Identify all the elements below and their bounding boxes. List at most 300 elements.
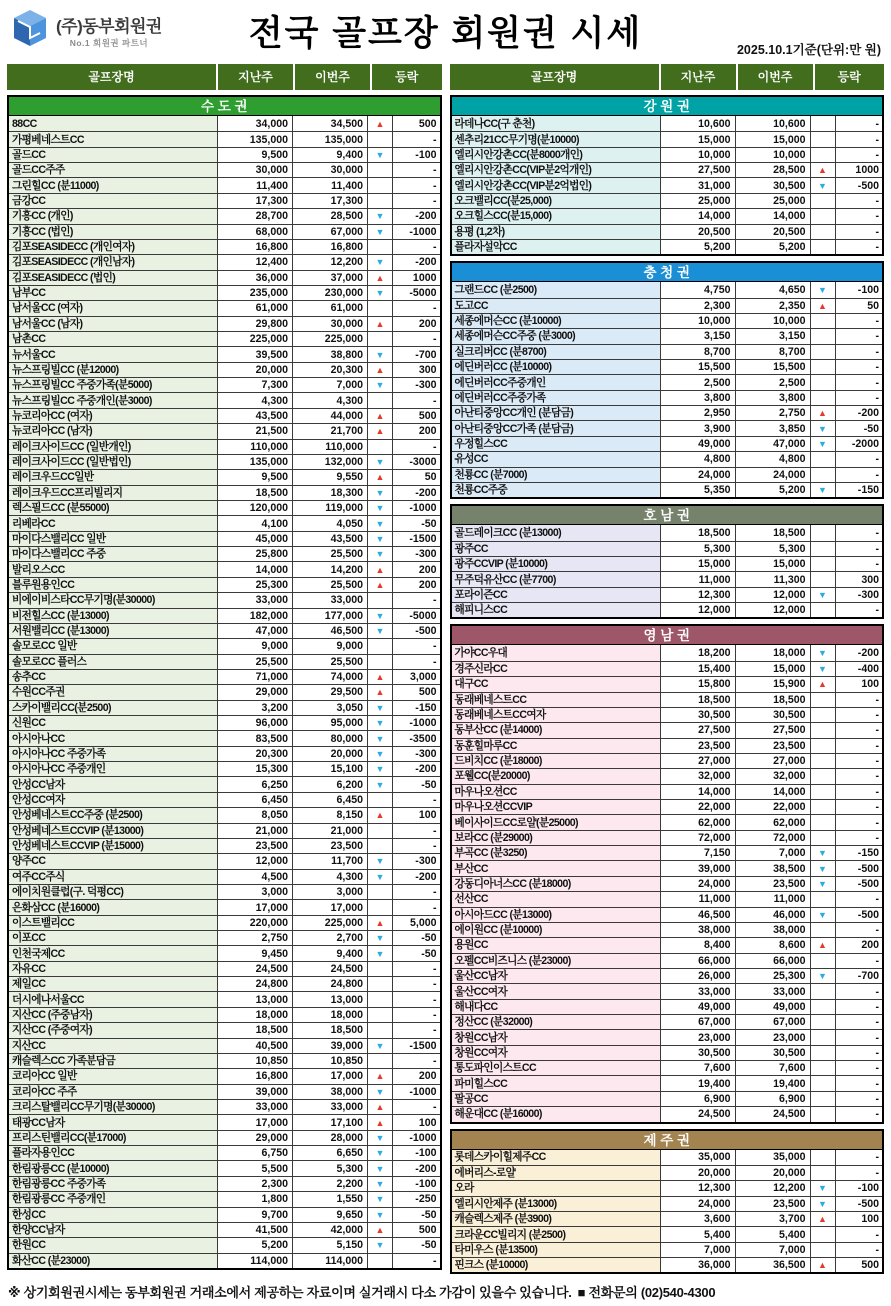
change-arrow-cell [811,692,836,707]
last-week-price-cell: 27,500 [661,722,736,737]
change-value-cell: 200 [393,577,440,592]
down-arrow-icon: ▼ [368,454,393,469]
change-arrow-cell [811,602,836,617]
course-name-cell: 김포SEASIDECC (개인여자) [9,239,218,254]
table-row [9,715,440,730]
this-week-price-cell: 5,300 [736,541,811,556]
table-row [9,485,440,500]
change-value-cell: - [393,592,440,607]
table-row [452,907,883,922]
table-row [9,377,440,392]
change-value-cell: -150 [393,700,440,715]
last-week-price-cell: 9,450 [218,945,293,960]
course-name-cell: 포웰CC(분20000) [452,768,661,783]
change-arrow-cell [811,1091,836,1106]
last-week-price-cell: 135,000 [218,131,293,146]
table-row [9,224,440,239]
table-row [9,976,440,991]
last-week-price-cell: 23,500 [661,738,736,753]
last-week-price-cell: 43,500 [218,408,293,423]
this-week-price-cell: 27,500 [736,722,811,737]
up-arrow-icon: ▲ [368,669,393,684]
this-week-price-cell: 8,600 [736,937,811,952]
last-week-price-cell: 29,000 [218,684,293,699]
change-value-cell: - [836,1029,883,1044]
course-name-cell: 도고CC [452,298,661,313]
last-week-price-cell: 29,000 [218,1130,293,1145]
last-week-price-cell: 2,950 [661,405,736,420]
change-arrow-cell [811,1165,836,1180]
change-value-cell: 500 [393,116,440,131]
course-name-cell: 인천국제CC [9,945,218,960]
change-value-cell: -1000 [393,224,440,239]
down-arrow-icon: ▼ [368,715,393,730]
course-name-cell: 마이다스밸리CC 주중 [9,546,218,561]
course-name-cell: 크라운CC빌리지 (분2500) [452,1226,661,1241]
change-arrow-cell [811,541,836,556]
course-name-cell: 세종에머슨CC주중 (분3000) [452,328,661,343]
change-value-cell: - [393,1099,440,1114]
this-week-price-cell: 47,000 [736,436,811,451]
change-value-cell: - [836,224,883,239]
course-name-cell: 한성CC [9,1207,218,1222]
table-row [9,531,440,546]
change-value-cell: - [393,899,440,914]
this-week-price-cell: 38,500 [736,860,811,875]
course-name-cell: 이스트밸리CC [9,915,218,930]
change-value-cell: - [836,953,883,968]
this-week-price-cell: 3,000 [293,884,368,899]
up-arrow-icon: ▲ [368,1222,393,1237]
course-name-cell: 실크리버CC (분8700) [452,344,661,359]
down-arrow-icon: ▼ [368,776,393,791]
last-week-price-cell: 12,300 [661,1180,736,1195]
table-row [9,116,440,131]
down-arrow-icon: ▼ [368,1084,393,1099]
this-week-price-cell: 25,500 [293,654,368,669]
this-week-price-cell: 3,050 [293,700,368,715]
change-arrow-cell [811,738,836,753]
last-week-price-cell: 5,500 [218,1160,293,1175]
this-week-price-cell: 7,000 [736,845,811,860]
this-week-price-cell: 8,150 [293,807,368,822]
last-week-price-cell: 28,700 [218,208,293,223]
change-value-cell: - [836,467,883,482]
section-title-chungcheong: 충 청 권 [452,263,883,282]
table-row [452,177,883,192]
this-week-price-cell: 18,000 [293,1007,368,1022]
last-week-price-cell: 18,000 [218,1007,293,1022]
table-row [9,961,440,976]
change-value-cell: - [836,1150,883,1165]
change-value-cell: - [836,707,883,722]
change-arrow-cell [811,525,836,540]
this-week-price-cell: 11,400 [293,177,368,192]
change-value-cell: - [836,344,883,359]
table-row [9,700,440,715]
this-week-price-cell: 15,000 [736,556,811,571]
last-week-price-cell: 38,000 [661,922,736,937]
change-value-cell: 500 [836,1257,883,1272]
this-week-price-cell: 28,500 [293,208,368,223]
this-week-price-cell: 12,200 [293,254,368,269]
this-week-price-cell: 80,000 [293,730,368,745]
course-name-cell: 남촌CC [9,331,218,346]
change-arrow-cell [368,592,393,607]
this-week-price-cell: 18,000 [736,645,811,660]
this-week-price-cell: 17,000 [293,1068,368,1083]
course-name-cell: 창원CC남자 [452,1029,661,1044]
down-arrow-icon: ▼ [811,420,836,435]
last-week-price-cell: 2,300 [218,1176,293,1191]
change-value-cell: -2000 [836,436,883,451]
last-week-price-cell: 4,500 [218,869,293,884]
this-week-price-cell: 66,000 [736,953,811,968]
down-arrow-icon: ▼ [811,661,836,676]
table-row [452,738,883,753]
change-arrow-cell [811,359,836,374]
page-title: 전국 골프장 회원권 시세 [248,14,643,53]
change-value-cell: 3,000 [393,669,440,684]
course-name-cell: 플라자설악CC [452,239,661,254]
left-sections [7,95,442,1270]
phone-contact: ■ 전화문의 (02)540-4300 [577,1285,716,1301]
this-week-price-cell: 7,600 [736,1060,811,1075]
change-arrow-cell [811,1150,836,1165]
course-name-cell: 뉴서울CC [9,346,218,361]
this-week-price-cell: 43,500 [293,531,368,546]
this-week-price-cell: 225,000 [293,331,368,346]
table-row [452,147,883,162]
table-row [452,451,883,466]
section-yeongnam [450,624,885,1123]
this-week-price-cell: 1,550 [293,1191,368,1206]
this-week-price-cell: 12,000 [736,587,811,602]
down-arrow-icon: ▼ [368,377,393,392]
last-week-price-cell: 66,000 [661,953,736,968]
course-name-cell: 강동디아너스CC (분18000) [452,876,661,891]
table-row [452,1165,883,1180]
table-row [452,722,883,737]
change-arrow-cell [368,792,393,807]
course-name-cell: 오크밸리CC(분25,000) [452,193,661,208]
last-week-price-cell: 96,000 [218,715,293,730]
table-row [9,1237,440,1252]
course-name-cell: 레이크사이드CC (일반법인) [9,454,218,469]
change-value-cell: -3500 [393,730,440,745]
this-week-price-cell: 15,100 [293,761,368,776]
change-arrow-cell [368,439,393,454]
table-row [9,346,440,361]
course-name-cell: 한림광릉CC 주중개인 [9,1191,218,1206]
course-name-cell: 제일CC [9,976,218,991]
course-name-cell: 이포CC [9,930,218,945]
down-arrow-icon: ▼ [811,1180,836,1195]
course-name-cell: 수원CC주권 [9,684,218,699]
change-value-cell: 100 [836,1211,883,1226]
table-row [452,208,883,223]
table-row [452,436,883,451]
table-row [9,1176,440,1191]
change-value-cell: - [836,999,883,1014]
table-row [9,838,440,853]
change-value-cell: 5,000 [393,915,440,930]
table-row [452,298,883,313]
last-week-price-cell: 20,000 [661,1165,736,1180]
table-row [452,922,883,937]
course-name-cell: 한림광릉CC 주중가족 [9,1176,218,1191]
table-row [9,1222,440,1237]
course-name-cell: 경주신라CC [452,661,661,676]
change-value-cell: - [836,359,883,374]
course-name-cell: 레이크우드CC프리빌리지 [9,485,218,500]
last-week-price-cell: 20,000 [218,362,293,377]
table-row [452,1211,883,1226]
course-name-cell: 안성CC남자 [9,776,218,791]
this-week-price-cell: 9,550 [293,469,368,484]
change-value-cell: -1000 [393,500,440,515]
table-row [9,208,440,223]
last-week-price-cell: 3,600 [661,1211,736,1226]
course-name-cell: 롯데스카이힐제주CC [452,1150,661,1165]
up-arrow-icon: ▲ [368,1099,393,1114]
change-arrow-cell [811,1075,836,1090]
down-arrow-icon: ▼ [368,1160,393,1175]
table-row [9,746,440,761]
change-value-cell: -100 [393,1145,440,1160]
course-name-cell: 아시아나CC [9,730,218,745]
table-row [452,784,883,799]
course-name-cell: 아난티중앙CC가족 (분담금) [452,420,661,435]
this-week-price-cell: 8,700 [736,344,811,359]
last-week-price-cell: 23,000 [661,1029,736,1044]
change-arrow-cell [368,654,393,669]
last-week-price-cell: 182,000 [218,608,293,623]
table-row [9,561,440,576]
change-arrow-cell [811,1029,836,1044]
table-row [9,654,440,669]
change-value-cell: 50 [393,469,440,484]
course-name-cell: 뉴스프링빌CC (분12000) [9,362,218,377]
last-week-price-cell: 11,400 [218,177,293,192]
last-week-price-cell: 3,900 [661,420,736,435]
change-arrow-cell [811,1226,836,1241]
change-arrow-cell [368,131,393,146]
change-arrow-cell [811,208,836,223]
change-value-cell: - [393,1022,440,1037]
this-week-price-cell: 39,000 [293,1038,368,1053]
table-row [9,1207,440,1222]
table-row [452,845,883,860]
down-arrow-icon: ▼ [368,285,393,300]
this-week-price-cell: 3,800 [736,390,811,405]
down-arrow-icon: ▼ [811,482,836,497]
this-week-price-cell: 36,500 [736,1257,811,1272]
down-arrow-icon: ▼ [811,907,836,922]
course-name-cell: 유성CC [452,451,661,466]
table-row [452,968,883,983]
table-row [452,405,883,420]
table-row [9,500,440,515]
course-name-cell: 여주CC주식 [9,869,218,884]
this-week-price-cell: 30,500 [736,177,811,192]
last-week-price-cell: 31,000 [661,177,736,192]
table-row [9,147,440,162]
up-arrow-icon: ▲ [368,116,393,131]
course-name-cell: 양주CC [9,853,218,868]
last-week-price-cell: 36,000 [218,270,293,285]
change-arrow-cell [811,131,836,146]
last-week-price-cell: 24,000 [661,876,736,891]
down-arrow-icon: ▼ [811,1196,836,1211]
change-value-cell: -400 [836,661,883,676]
last-week-price-cell: 19,400 [661,1075,736,1090]
column-header-course: 골프장명 [7,64,216,90]
table-row [9,899,440,914]
up-arrow-icon: ▲ [368,561,393,576]
this-week-price-cell: 12,200 [736,1180,811,1195]
table-row [452,224,883,239]
course-name-cell: 드비치CC (분18000) [452,753,661,768]
change-value-cell: - [393,884,440,899]
table-row [9,1114,440,1129]
change-value-cell: 200 [836,937,883,952]
change-value-cell: -500 [836,1196,883,1211]
table-row [452,891,883,906]
this-week-price-cell: 24,500 [293,961,368,976]
column-header-change: 등락 [372,64,442,90]
change-value-cell: -1000 [393,1084,440,1099]
table-row [452,1106,883,1121]
this-week-price-cell: 4,300 [293,869,368,884]
course-name-cell: 리베라CC [9,515,218,530]
change-arrow-cell [811,556,836,571]
change-value-cell: -150 [836,845,883,860]
change-arrow-cell [811,799,836,814]
disclaimer-text: ※ 상기회원권시세는 동부회원권 거래소에서 제공하는 자료이며 실거래시 다소 가감이 있을수 있습니다. [8,1285,572,1301]
change-value-cell: - [836,1060,883,1075]
change-value-cell: - [393,654,440,669]
change-value-cell: - [836,738,883,753]
section-gangwon [450,95,885,256]
last-week-price-cell: 8,400 [661,937,736,952]
last-week-price-cell: 6,250 [218,776,293,791]
course-name-cell: 세종에머슨CC (분10000) [452,313,661,328]
change-value-cell: - [836,753,883,768]
this-week-price-cell: 10,000 [736,313,811,328]
this-week-price-cell: 25,500 [293,546,368,561]
change-value-cell: -1500 [393,531,440,546]
down-arrow-icon: ▼ [811,845,836,860]
course-name-cell: 동래베네스트CC여자 [452,707,661,722]
change-value-cell: -100 [836,1180,883,1195]
last-week-price-cell: 135,000 [218,454,293,469]
course-name-cell: 에이치원클럽(구. 덕평CC) [9,884,218,899]
last-week-price-cell: 18,500 [218,1022,293,1037]
last-week-price-cell: 17,000 [218,899,293,914]
table-row [9,454,440,469]
this-week-price-cell: 119,000 [293,500,368,515]
this-week-price-cell: 10,850 [293,1053,368,1068]
change-arrow-cell [368,300,393,315]
change-value-cell: - [393,331,440,346]
this-week-price-cell: 33,000 [293,592,368,607]
table-row [9,331,440,346]
section-title-yeongnam: 영 남 권 [452,626,883,645]
this-week-price-cell: 6,900 [736,1091,811,1106]
table-row [9,638,440,653]
table-row [9,1068,440,1083]
course-name-cell: 무주덕유산CC (분7700) [452,571,661,586]
table-row [9,1130,440,1145]
last-week-price-cell: 24,800 [218,976,293,991]
this-week-price-cell: 10,000 [736,147,811,162]
db-cube-icon [10,8,50,53]
this-week-price-cell: 30,000 [293,162,368,177]
course-name-cell: 그린힐CC (분11000) [9,177,218,192]
table-row [9,684,440,699]
change-arrow-cell [368,823,393,838]
right-column [450,64,885,1274]
down-arrow-icon: ▼ [368,761,393,776]
course-name-cell: 대구CC [452,676,661,691]
change-arrow-cell [811,193,836,208]
last-week-price-cell: 23,500 [218,838,293,853]
change-value-cell: 200 [393,561,440,576]
table-row [9,515,440,530]
course-name-cell: 지산CC (주중여자) [9,1022,218,1037]
this-week-price-cell: 24,800 [293,976,368,991]
table-row [9,1007,440,1022]
course-name-cell: 레이크사이드CC (일반개인) [9,439,218,454]
change-arrow-cell [368,193,393,208]
change-arrow-cell [811,1106,836,1121]
course-name-cell: 해내다CC [452,999,661,1014]
down-arrow-icon: ▼ [368,853,393,868]
change-value-cell: - [393,823,440,838]
change-arrow-cell [811,722,836,737]
last-week-price-cell: 1,800 [218,1191,293,1206]
last-week-price-cell: 6,900 [661,1091,736,1106]
table-row [452,525,883,540]
change-value-cell: 500 [393,408,440,423]
this-week-price-cell: 2,700 [293,930,368,945]
table-row [452,707,883,722]
this-week-price-cell: 9,650 [293,1207,368,1222]
course-name-cell: 가평베네스트CC [9,131,218,146]
section-sudogwon [7,95,442,1270]
last-week-price-cell: 13,000 [218,991,293,1006]
last-week-price-cell: 15,300 [218,761,293,776]
change-arrow-cell [811,451,836,466]
last-week-price-cell: 5,200 [661,239,736,254]
this-week-price-cell: 24,500 [736,1106,811,1121]
change-value-cell: - [836,1226,883,1241]
course-name-cell: 렉스필드CC (분55000) [9,500,218,515]
last-week-price-cell: 7,600 [661,1060,736,1075]
last-week-price-cell: 4,800 [661,451,736,466]
table-row [452,1014,883,1029]
course-name-cell: 서원밸리CC (분13000) [9,623,218,638]
change-value-cell: -700 [836,968,883,983]
this-week-price-cell: 225,000 [293,915,368,930]
column-header-last-week: 지난주 [661,64,736,90]
change-value-cell: - [393,1253,440,1268]
last-week-price-cell: 10,600 [661,116,736,131]
last-week-price-cell: 49,000 [661,436,736,451]
up-arrow-icon: ▲ [368,469,393,484]
this-week-price-cell: 114,000 [293,1253,368,1268]
